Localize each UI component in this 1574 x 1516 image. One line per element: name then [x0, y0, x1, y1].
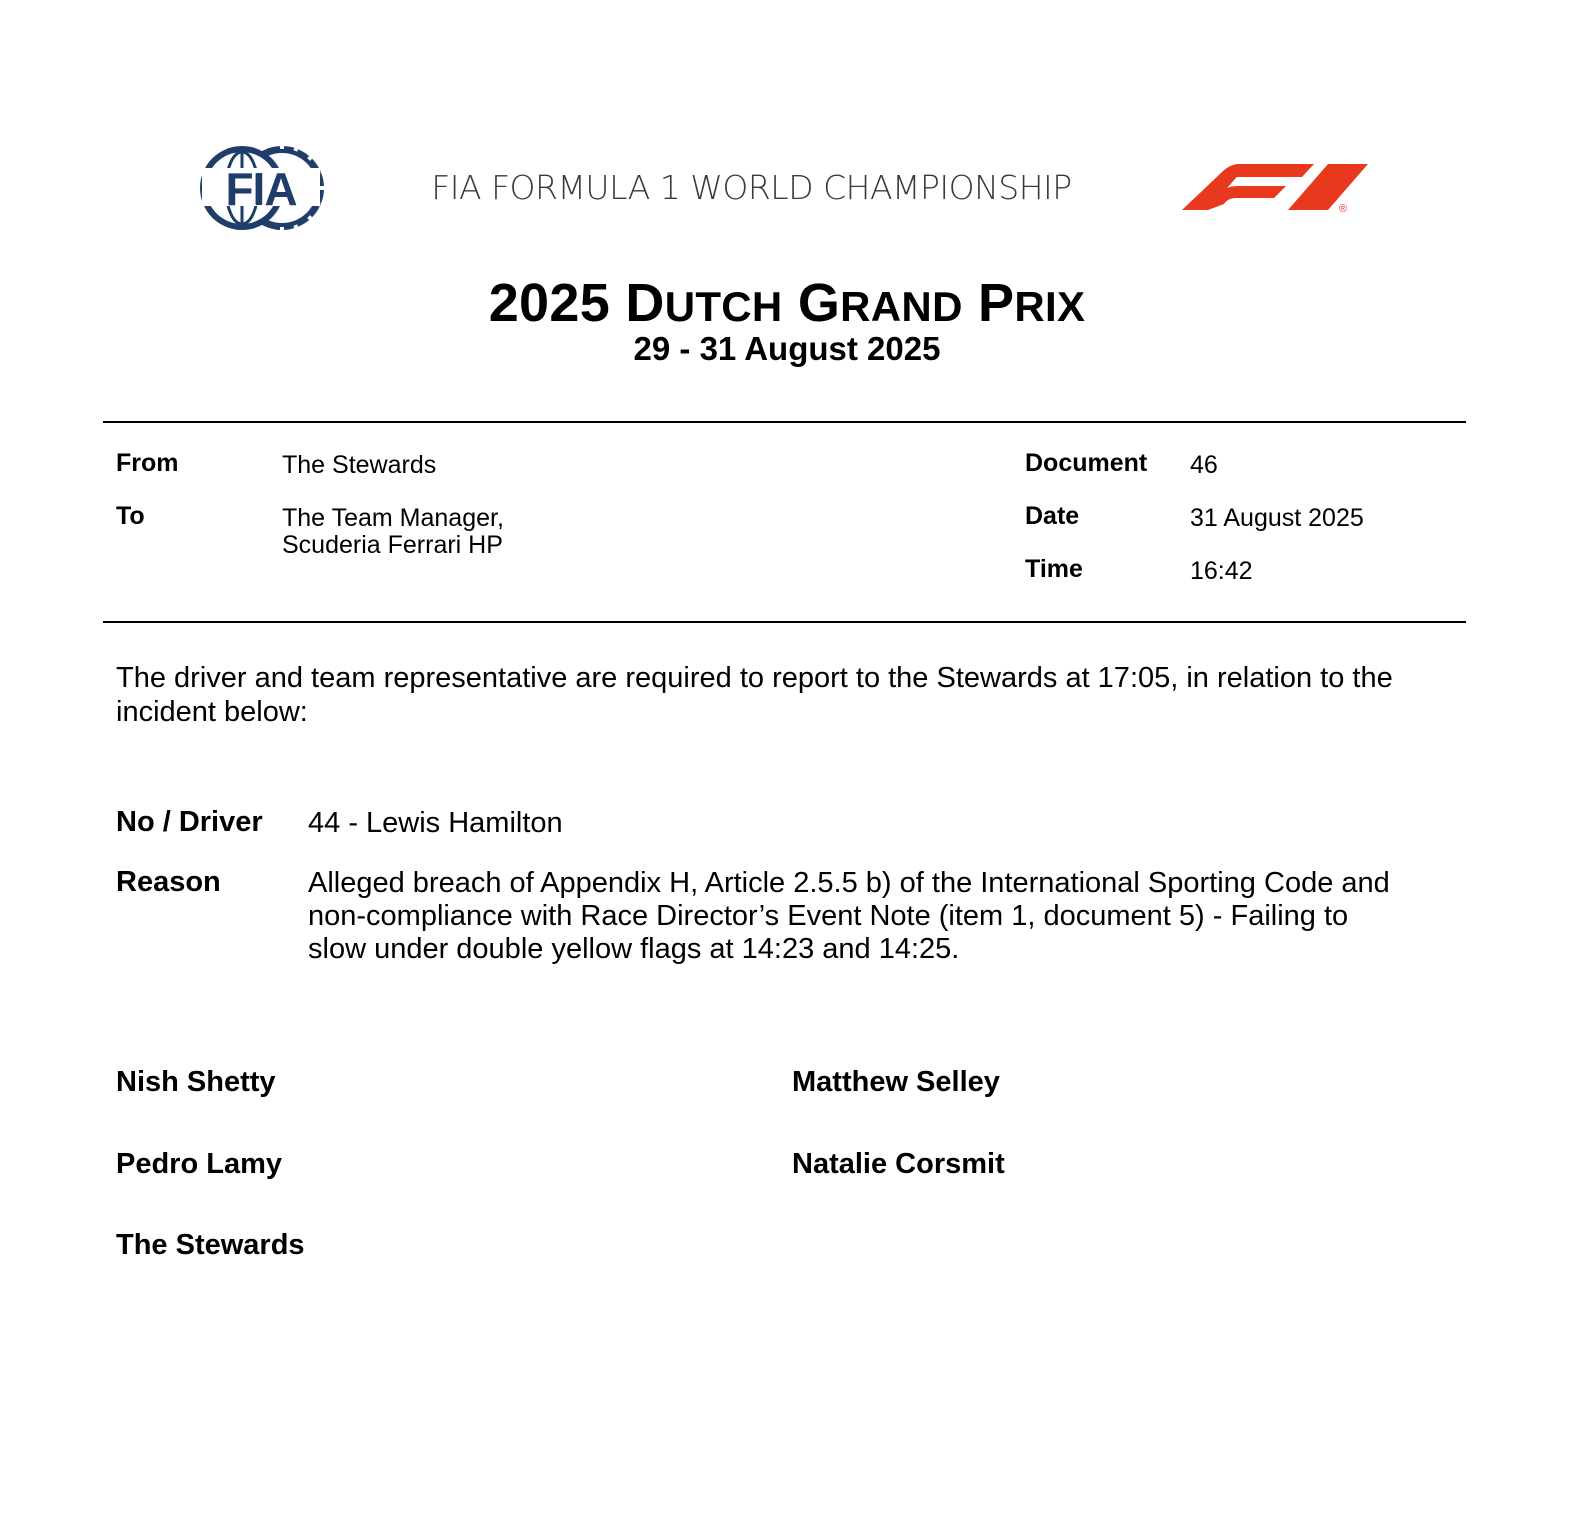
steward-name: Nish Shetty — [116, 1066, 276, 1098]
reason-line2: non-compliance with Race Director’s Event Note (item 1, document 5) - Failing to — [308, 900, 1349, 932]
from-label: From — [116, 449, 179, 477]
event-title: 2025 DUTCH GRAND PRIX — [488, 273, 1086, 333]
from-value: The Stewards — [282, 451, 437, 479]
date-value: 31 August 2025 — [1190, 504, 1364, 532]
document-value: 46 — [1190, 451, 1218, 479]
driver-value: 44 - Lewis Hamilton — [308, 807, 563, 839]
driver-label: No / Driver — [116, 806, 263, 838]
to-value-line1: The Team Manager, — [282, 504, 504, 532]
time-value: 16:42 — [1190, 557, 1253, 585]
to-label: To — [116, 502, 145, 530]
divider-top — [103, 421, 1466, 423]
notice-line2: incident below: — [116, 696, 308, 728]
date-label: Date — [1025, 502, 1080, 530]
closing-signature: The Stewards — [116, 1229, 305, 1261]
divider-bottom — [103, 621, 1466, 623]
reason-label: Reason — [116, 866, 221, 898]
to-value-line2: Scuderia Ferrari HP — [282, 531, 503, 559]
steward-name: Natalie Corsmit — [792, 1148, 1005, 1180]
championship-title: FIA FORMULA 1 WORLD CHAMPIONSHIP — [431, 168, 1072, 207]
registered-mark: ® — [1339, 203, 1348, 215]
reason-line1: Alleged breach of Appendix H, Article 2.5.5 b) of the International Sporting Code and — [308, 867, 1390, 899]
document-label: Document — [1025, 449, 1148, 477]
reason-line3: slow under double yellow flags at 14:23 and 14:25. — [308, 933, 960, 965]
steward-name: Pedro Lamy — [116, 1148, 282, 1180]
f1-logo — [1178, 160, 1370, 216]
time-label: Time — [1025, 555, 1083, 583]
notice-line1: The driver and team representative are required to report to the Stewards at 17:05, in relation to the — [116, 662, 1393, 694]
event-dates: 29 - 31 August 2025 — [633, 330, 941, 367]
steward-name: Matthew Selley — [792, 1066, 1000, 1098]
fia-logo-text: FIA — [225, 163, 297, 215]
fia-logo — [196, 142, 328, 234]
